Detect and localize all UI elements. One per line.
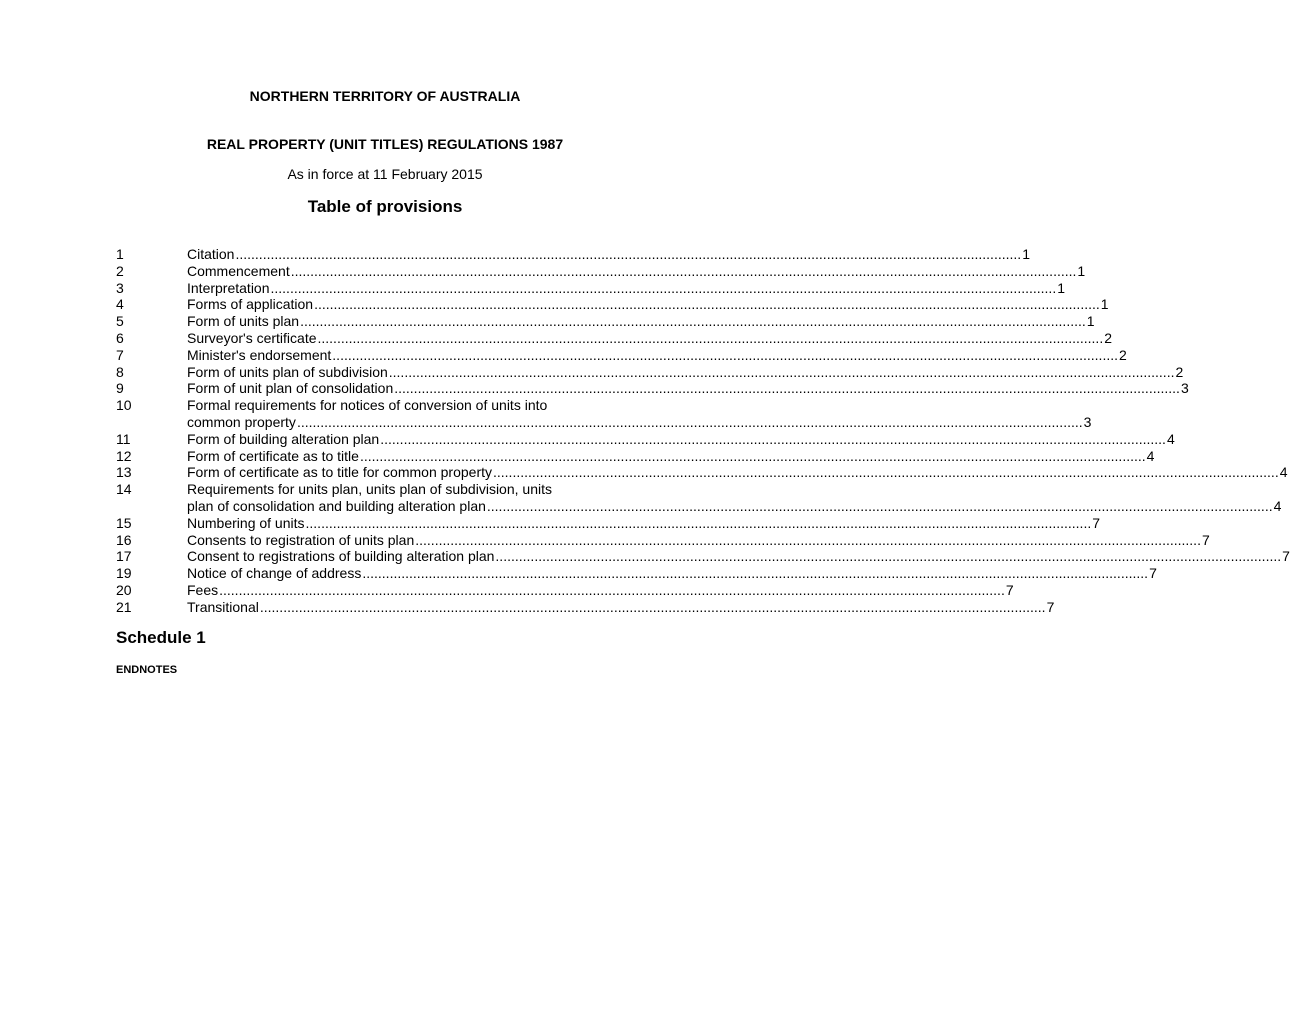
toc-entry-number: 3 bbox=[116, 279, 124, 296]
dot-leader bbox=[362, 565, 1148, 582]
toc-entry bbox=[116, 581, 1014, 599]
toc-entry-number: 10 bbox=[116, 397, 132, 414]
toc-entry bbox=[116, 363, 1184, 381]
toc-entry-page: 1 bbox=[1057, 279, 1066, 296]
toc-entry bbox=[116, 346, 1127, 364]
toc-entry-title: Form of certificate as to title for common property bbox=[187, 464, 492, 481]
toc-entry-number: 6 bbox=[116, 329, 124, 346]
endnotes-heading: ENDNOTES bbox=[116, 664, 178, 676]
dot-leader bbox=[394, 380, 1180, 397]
toc-entry-title: Formal requirements for notices of conversion of units into bbox=[187, 397, 548, 414]
toc-entry-title: Citation bbox=[187, 246, 235, 262]
toc-entry-number: 7 bbox=[116, 346, 124, 363]
toc-entry-number: 21 bbox=[116, 598, 132, 615]
dot-leader bbox=[495, 548, 1281, 565]
dot-leader bbox=[380, 431, 1166, 448]
toc-entry-page: 7 bbox=[1149, 565, 1157, 582]
toc-entry bbox=[116, 329, 1113, 347]
toc-entry-title: Minister's endorsement bbox=[187, 346, 332, 363]
toc-entry-number: 9 bbox=[116, 380, 124, 397]
dot-leader bbox=[271, 280, 1057, 297]
toc-entry bbox=[116, 296, 1109, 313]
dot-leader bbox=[360, 448, 1146, 465]
toc-entry-title: Interpretation bbox=[187, 279, 270, 296]
toc-entry-number: 11 bbox=[116, 430, 131, 447]
toc-entry bbox=[116, 430, 1175, 448]
toc-entry bbox=[116, 531, 1210, 549]
dot-leader bbox=[332, 347, 1118, 364]
toc-entry-number: 1 bbox=[116, 246, 124, 262]
toc-entry bbox=[116, 397, 1092, 431]
dot-leader bbox=[415, 532, 1201, 549]
toc-entry-title: Forms of application bbox=[187, 296, 314, 313]
toc-entry-page: 4 bbox=[1146, 447, 1155, 464]
regulation-title: REAL PROPERTY (UNIT TITLES) REGULATIONS 1987 bbox=[206, 136, 564, 152]
toc-entry bbox=[116, 380, 1189, 397]
toc-entry bbox=[116, 481, 1282, 515]
toc-entry-number: 14 bbox=[116, 481, 132, 498]
toc-entry-title: common property bbox=[187, 413, 296, 430]
dot-leader bbox=[493, 464, 1279, 481]
dot-leader bbox=[235, 246, 1021, 263]
toc-entry-title: Consent to registrations of building alteration plan bbox=[187, 548, 495, 565]
toc-entry-number: 19 bbox=[116, 565, 132, 582]
toc-entry-number: 12 bbox=[116, 447, 132, 464]
dot-leader bbox=[260, 599, 1046, 616]
toc-entry-page: 1 bbox=[1077, 262, 1086, 279]
toc-entry-page: 2 bbox=[1175, 363, 1184, 380]
toc-entry-page: 7 bbox=[1201, 531, 1210, 548]
toc-entry-page: 4 bbox=[1273, 497, 1282, 514]
dot-leader bbox=[389, 364, 1175, 381]
toc-entry-number: 17 bbox=[116, 548, 132, 565]
dot-leader bbox=[314, 296, 1100, 313]
toc-entry bbox=[116, 279, 1066, 297]
toc-entry-title: Transitional bbox=[187, 598, 259, 615]
toc-entry-number: 20 bbox=[116, 581, 132, 598]
toc-entry-page: 1 bbox=[1100, 296, 1109, 313]
toc-entry-title: plan of consolidation and building alteration plan bbox=[187, 497, 486, 514]
toc-entry-page: 7 bbox=[1005, 581, 1014, 598]
toc-entry-page: 4 bbox=[1279, 464, 1288, 481]
toc-entry bbox=[116, 447, 1155, 465]
toc-entry-title: Form of building alteration plan bbox=[187, 430, 380, 447]
toc-entry-number: 8 bbox=[116, 363, 124, 380]
toc-entry-page: 3 bbox=[1180, 380, 1189, 397]
dot-leader bbox=[219, 582, 1005, 599]
toc-entry-title: Surveyor's certificate bbox=[187, 329, 317, 346]
toc-entry-number: 2 bbox=[116, 262, 124, 279]
toc-entry-page: 1 bbox=[1022, 246, 1030, 262]
toc-entry-number: 15 bbox=[116, 514, 132, 531]
toc-entry bbox=[116, 313, 1095, 330]
toc-entry bbox=[116, 246, 1030, 263]
toc-heading: Table of provisions bbox=[307, 197, 463, 216]
toc-entry-title: Commencement bbox=[187, 262, 290, 279]
toc-entry-page: 3 bbox=[1083, 413, 1092, 430]
toc-entry-title: Notice of change of address bbox=[187, 565, 362, 582]
toc-entry-page: 4 bbox=[1166, 430, 1175, 447]
dot-leader bbox=[300, 313, 1086, 330]
toc-entry-title: Form of certificate as to title bbox=[187, 447, 359, 464]
schedule-heading: Schedule 1 bbox=[116, 628, 206, 647]
dot-leader bbox=[297, 414, 1083, 431]
dot-leader bbox=[318, 330, 1104, 347]
toc-entry bbox=[116, 548, 1290, 565]
toc-entry-number: 13 bbox=[116, 464, 132, 481]
toc-entry bbox=[116, 598, 1055, 616]
toc-entry-page: 7 bbox=[1046, 598, 1055, 615]
toc-entry-title: Consents to registration of units plan bbox=[187, 531, 415, 548]
toc-entry-page: 1 bbox=[1086, 313, 1095, 330]
toc-entry-number: 16 bbox=[116, 531, 132, 548]
toc-entry-title: Form of unit plan of consolidation bbox=[187, 380, 394, 397]
toc-entry-page: 7 bbox=[1282, 548, 1290, 565]
toc-entry bbox=[116, 262, 1086, 280]
toc-entry-number: 4 bbox=[116, 296, 124, 313]
dot-leader bbox=[487, 498, 1273, 515]
table-of-provisions bbox=[116, 246, 1290, 616]
toc-entry-title: Fees bbox=[187, 581, 219, 598]
dot-leader bbox=[291, 263, 1077, 280]
toc-entry-page: 2 bbox=[1119, 346, 1127, 363]
toc-entry bbox=[116, 464, 1288, 481]
toc-entry-page: 7 bbox=[1092, 514, 1101, 531]
toc-entry bbox=[116, 514, 1101, 532]
toc-entry-title: Numbering of units bbox=[187, 514, 305, 531]
toc-entry-number: 5 bbox=[116, 313, 124, 330]
toc-entry-title: Form of units plan bbox=[187, 313, 300, 330]
dot-leader bbox=[306, 515, 1092, 532]
toc-entry-title: Form of units plan of subdivision bbox=[187, 363, 388, 380]
toc-entry-page: 2 bbox=[1104, 329, 1113, 346]
jurisdiction-heading: NORTHERN TERRITORY OF AUSTRALIA bbox=[249, 88, 521, 104]
in-force-date: As in force at 11 February 2015 bbox=[287, 166, 483, 182]
toc-entry bbox=[116, 565, 1157, 582]
toc-entry-title: Requirements for units plan, units plan of subdivision, units bbox=[187, 481, 552, 498]
